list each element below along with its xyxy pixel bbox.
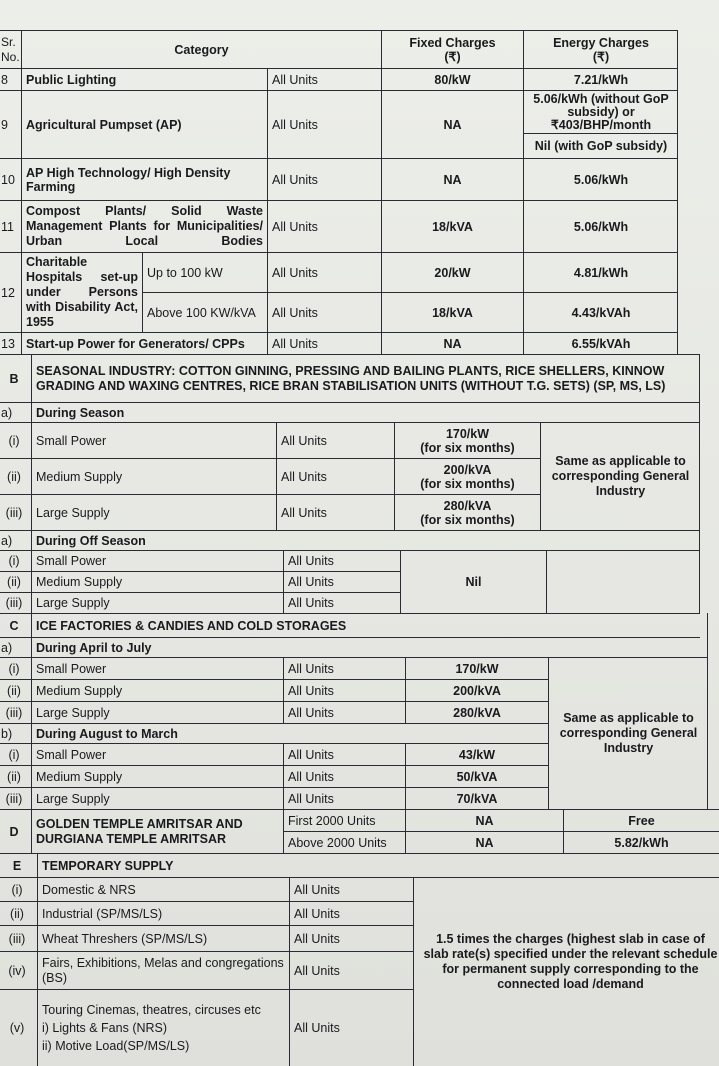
item-units: All Units	[283, 592, 400, 613]
subsection-letter: a)	[0, 637, 31, 657]
row-number: 8	[0, 68, 21, 90]
subsection-title: During April to July	[31, 637, 700, 657]
subsection-letter: a)	[0, 402, 31, 422]
item-label-line: ii) Motive Load(SP/MS/LS)	[42, 1039, 190, 1053]
item-label: Industrial (SP/MS/LS)	[37, 901, 289, 925]
row-fixed-charge: 18/kVA	[381, 200, 523, 252]
item-label: Large Supply	[31, 701, 283, 723]
item-fixed-charge: 280/kVA (for six months)	[394, 494, 540, 530]
row-energy-charge-subsidy: Nil (with GoP subsidy)	[523, 133, 678, 158]
item-label: Medium Supply	[31, 765, 283, 787]
row-number: 11	[0, 200, 21, 252]
item-units: All Units	[283, 550, 400, 571]
item-number: (i)	[0, 657, 31, 679]
item-units: All Units	[289, 877, 413, 901]
item-units: All Units	[289, 925, 413, 951]
item-number: (iii)	[0, 701, 31, 723]
item-number: (iii)	[0, 592, 31, 613]
section-title: GOLDEN TEMPLE AMRITSAR AND DURGIANA TEMPLE AMRITSAR	[31, 809, 283, 853]
row-energy-charge: 5.06/kWh	[523, 158, 678, 200]
subsection-letter: a)	[0, 530, 31, 550]
item-label: Small Power	[31, 422, 276, 458]
item-label: Large Supply	[31, 592, 283, 613]
row-fixed-charge: 20/kW	[381, 252, 523, 292]
section-c-energy-charge: Same as applicable to corresponding General Industry	[548, 657, 708, 809]
row-energy-charge: 4.81/kWh	[523, 252, 678, 292]
item-units: All Units	[276, 422, 394, 458]
item-fixed-charge: 280/kVA	[405, 701, 548, 723]
item-units: All Units	[283, 657, 405, 679]
item-label: Large Supply	[31, 787, 283, 809]
row-units: All Units	[267, 90, 381, 158]
table-right-border	[707, 613, 708, 809]
item-fixed-charge: 70/kVA	[405, 787, 548, 809]
row-units: All Units	[267, 332, 381, 354]
item-number: (i)	[0, 422, 31, 458]
row-category: Start-up Power for Generators/ CPPs	[21, 332, 267, 354]
header-energy-charges: Energy Charges (₹)	[523, 30, 678, 68]
item-fixed-charge: 50/kVA	[405, 765, 548, 787]
row-number: 12	[0, 252, 21, 332]
item-label: Fairs, Exhibitions, Melas and congregations (BS)	[37, 951, 289, 989]
row-category: Public Lighting	[21, 68, 267, 90]
season-energy-charge: Same as applicable to corresponding General Industry	[540, 422, 700, 530]
row-category: Charitable Hospitals set-up under Persons with Disability Act, 1955	[21, 252, 142, 332]
section-letter: C	[0, 613, 31, 637]
item-label-line: i) Lights & Fans (NRS)	[42, 1021, 168, 1035]
subsection-title: During August to March	[31, 723, 548, 743]
item-units: All Units	[289, 901, 413, 925]
item-units: All Units	[283, 701, 405, 723]
item-label: Large Supply	[31, 494, 276, 530]
row-number: 10	[0, 158, 21, 200]
item-number: (ii)	[0, 901, 37, 925]
item-units: All Units	[283, 743, 405, 765]
section-letter: E	[0, 853, 37, 877]
slab-fixed-charge: NA	[405, 809, 563, 831]
item-fixed-charge: 170/kW	[405, 657, 548, 679]
row-fixed-charge: NA	[381, 332, 523, 354]
slab-units: Above 2000 Units	[283, 831, 405, 853]
row-units: All Units	[267, 68, 381, 90]
item-units: All Units	[289, 989, 413, 1066]
item-label: Wheat Threshers (SP/MS/LS)	[37, 925, 289, 951]
temporary-supply-charges: 1.5 times the charges (highest slab in case of slab rate(s) specified under the relevant schedule for permanent supply corresponding to the connected load /demand	[413, 877, 719, 1066]
item-label: Small Power	[31, 657, 283, 679]
slab-units: First 2000 Units	[283, 809, 405, 831]
item-number: (ii)	[0, 765, 31, 787]
item-number: (iii)	[0, 925, 37, 951]
item-label: Medium Supply	[31, 458, 276, 494]
item-label-line: Touring Cinemas, theatres, circuses etc	[42, 1003, 261, 1017]
item-number: (ii)	[0, 458, 31, 494]
item-number: (i)	[0, 550, 31, 571]
item-number: (i)	[0, 877, 37, 901]
section-letter: D	[0, 809, 31, 853]
item-number: (iv)	[0, 951, 37, 989]
slab-energy-charge: 5.82/kWh	[563, 831, 719, 853]
item-number: (iii)	[0, 787, 31, 809]
item-units: All Units	[289, 951, 413, 989]
item-number: (ii)	[0, 679, 31, 701]
subsection-title: During Off Season	[31, 530, 700, 550]
row-units: All Units	[267, 200, 381, 252]
row-energy-charge: 6.55/kVAh	[523, 332, 678, 354]
row-category: AP High Technology/ High Density Farming	[21, 158, 267, 200]
item-units: All Units	[283, 787, 405, 809]
item-number: (i)	[0, 743, 31, 765]
item-units: All Units	[283, 765, 405, 787]
off-season-energy-blank	[546, 550, 700, 613]
row-load-slab: Up to 100 kW	[142, 252, 267, 292]
item-fixed-charge: 170/kW (for six months)	[394, 422, 540, 458]
item-units: All Units	[276, 494, 394, 530]
row-energy-charge: 5.06/kWh	[523, 200, 678, 252]
row-fixed-charge: 18/kVA	[381, 292, 523, 332]
item-fixed-charge: 200/kVA	[405, 679, 548, 701]
item-label	[37, 989, 289, 1066]
off-season-fixed-charge: Nil	[400, 550, 546, 613]
item-number: (ii)	[0, 571, 31, 592]
section-title: SEASONAL INDUSTRY: COTTON GINNING, PRESSING AND BAILING PLANTS, RICE SHELLERS, KINNOW GRADING AND WAXING CENTRES, RICE BRAN STABILISATION UNITS (WITHOUT T.G. SETS) (SP, MS, LS)	[31, 354, 700, 402]
item-number: (v)	[0, 989, 37, 1066]
row-units: All Units	[267, 292, 381, 332]
item-label: Medium Supply	[31, 571, 283, 592]
slab-fixed-charge: NA	[405, 831, 563, 853]
row-load-slab: Above 100 KW/kVA	[142, 292, 267, 332]
section-letter: B	[0, 354, 31, 402]
item-label: Small Power	[31, 550, 283, 571]
row-number: 9	[0, 90, 21, 158]
row-number: 13	[0, 332, 21, 354]
table-right-border	[699, 354, 700, 613]
slab-energy-charge: Free	[563, 809, 719, 831]
item-fixed-charge: 200/kVA (for six months)	[394, 458, 540, 494]
row-units: All Units	[267, 252, 381, 292]
row-category: Compost Plants/ Solid Waste Management Plants for Municipalities/ Urban Local Bodies	[21, 200, 267, 252]
item-units: All Units	[276, 458, 394, 494]
subsection-title: During Season	[31, 402, 700, 422]
row-energy-charge: 5.06/kWh (without GoP subsidy) or ₹403/BHP/month	[523, 90, 678, 133]
item-units: All Units	[283, 679, 405, 701]
header-category: Category	[21, 30, 381, 68]
item-label: Domestic & NRS	[37, 877, 289, 901]
row-energy-charge: 7.21/kWh	[523, 68, 678, 90]
subsection-letter: b)	[0, 723, 31, 743]
row-fixed-charge: 80/kW	[381, 68, 523, 90]
section-title: TEMPORARY SUPPLY	[37, 853, 719, 877]
row-fixed-charge: NA	[381, 90, 523, 158]
row-units: All Units	[267, 158, 381, 200]
table-right-border	[677, 30, 678, 354]
header-sr-no: Sr. No.	[0, 30, 21, 68]
item-label: Small Power	[31, 743, 283, 765]
item-fixed-charge: 43/kW	[405, 743, 548, 765]
item-label: Medium Supply	[31, 679, 283, 701]
row-category: Agricultural Pumpset (AP)	[21, 90, 267, 158]
section-title: ICE FACTORIES & CANDIES AND COLD STORAGES	[31, 613, 700, 637]
row-energy-charge: 4.43/kVAh	[523, 292, 678, 332]
item-number: (iii)	[0, 494, 31, 530]
item-units: All Units	[283, 571, 400, 592]
row-fixed-charge: NA	[381, 158, 523, 200]
header-fixed-charges: Fixed Charges (₹)	[381, 30, 523, 68]
